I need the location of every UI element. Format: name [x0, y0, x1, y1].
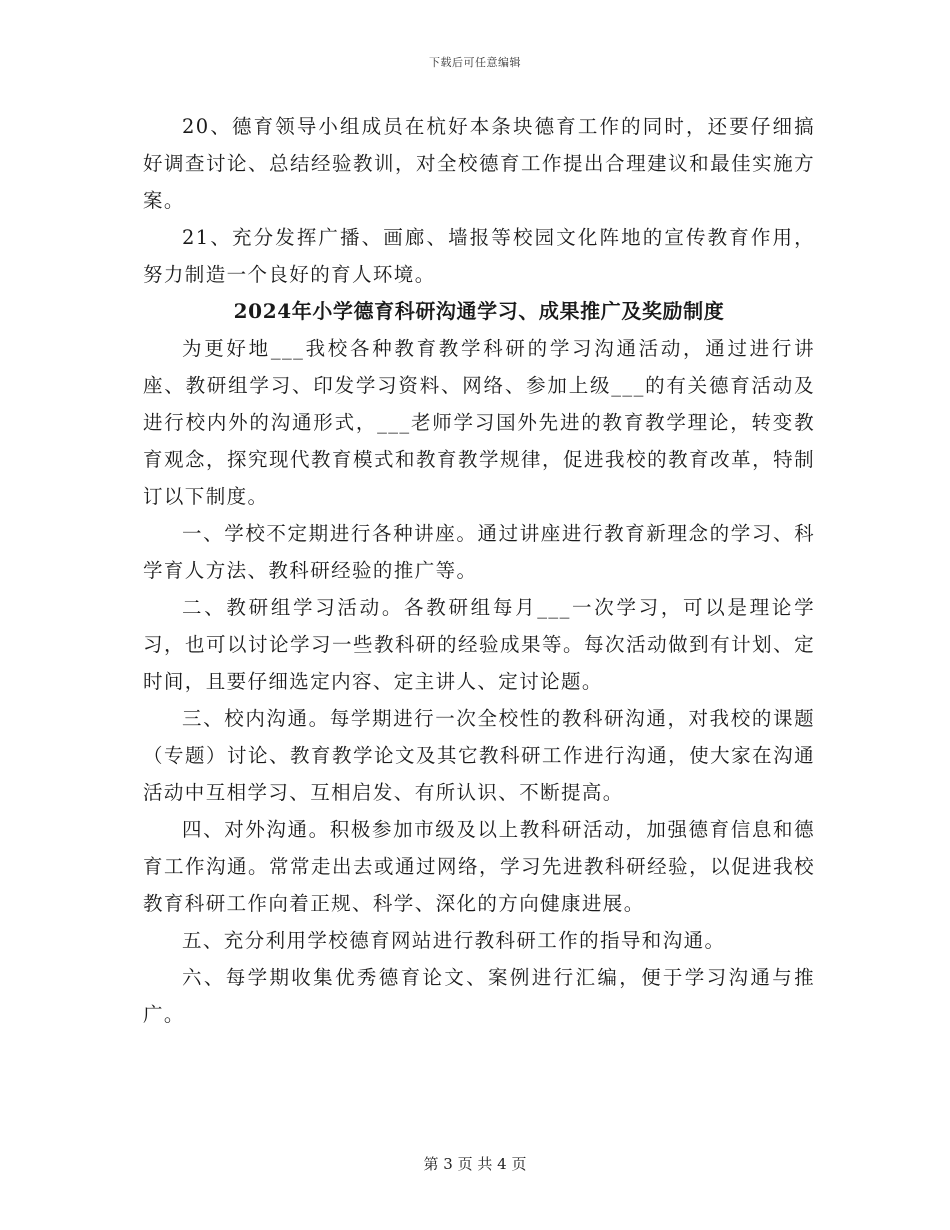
section-item-5: 五、充分利用学校德育网站进行教科研工作的指导和沟通。: [182, 929, 726, 952]
page-header-note: 下载后可任意编辑: [429, 56, 521, 69]
section-item-3: 三、校内沟通。每学期进行一次全校性的教科研沟通，对我校的课题（专题）讨论、教育教学论文及其它教科研工作进行沟通，使大家在沟通活动中互相学习、互相启发、有所认识、不断提高。: [143, 707, 815, 804]
paragraph-21: 21、充分发挥广播、画廊、墙报等校园文化阵地的宣传教育作用，努力制造一个良好的育人环境。: [143, 226, 815, 286]
section-title: 2024年小学德育科研沟通学习、成果推广及奖励制度: [233, 299, 725, 323]
section-item-4: 四、对外沟通。积极参加市级及以上教科研活动，加强德育信息和德育工作沟通。常常走出去或通过网络，学习先进教科研经验，以促进我校教育科研工作向着正规、科学、深化的方向健康进展。: [143, 818, 815, 915]
paragraph-20: 20、德育领导小组成员在杭好本条块德育工作的同时，还要仔细搞好调查讨论、总结经验教训，对全校德育工作提出合理建议和最佳实施方案。: [143, 115, 815, 212]
section-item-1: 一、学校不定期进行各种讲座。通过讲座进行教育新理念的学习、科学育人方法、教科研经验的推广等。: [143, 522, 815, 582]
section-intro-paragraph: 为更好地___我校各种教育教学科研的学习沟通活动，通过进行讲座、教研组学习、印发学习资料、网络、参加上级___的有关德育活动及进行校内外的沟通形式，___老师学习国外先进的教育教学理论，转变教育观念，探究现代教育模式和教育教学规律，促进我校的教育改革，特制订以下制度。: [143, 337, 815, 508]
page-number: 第 3 页 共 4 页: [423, 1155, 527, 1173]
section-item-2: 二、教研组学习活动。各教研组每月___一次学习，可以是理论学习，也可以讨论学习一些教科研的经验成果等。每次活动做到有计划、定时间，且要仔细选定内容、定主讲人、定讨论题。: [143, 596, 815, 693]
document-body: [143, 108, 815, 1033]
section-item-6: 六、每学期收集优秀德育论文、案例进行汇编，便于学习沟通与推广。: [143, 966, 815, 1026]
